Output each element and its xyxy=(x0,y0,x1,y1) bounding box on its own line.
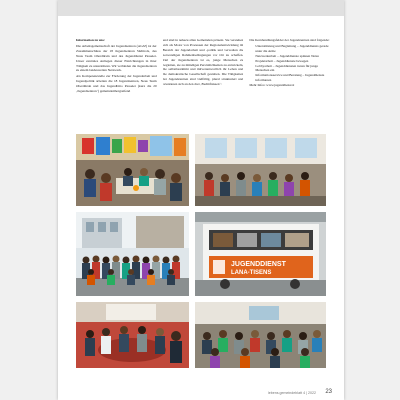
running-title: lebens.gemeindeblatt 4 | 2022 xyxy=(267,391,316,395)
sign-line-2: LANA-TISENS xyxy=(231,270,272,276)
article-heading: Information zu uns: xyxy=(76,38,106,42)
photo-workshop-room xyxy=(76,134,189,206)
photo-meeting-hall xyxy=(195,134,326,206)
page-footer xyxy=(58,386,344,400)
bullet-item: • Projektarbeit – Jugenddienste bewegen xyxy=(255,59,330,64)
page-number: 23 xyxy=(325,389,332,395)
paragraph: Die Arbeitsgemeinschaft der Jugendzentren (AGJZ) ist der Zusammenschluss der 18 Jugendzentren Südtirols, des Neus Team Oberdürsin und des Jugenddienst Passeier. Unser zentrales Anliegen dieser Einrichtungen in ihrer Tätigkeit zu unterstützen. Wir verbinden die Jugendzentren zu einem landesweiten Netzwerk. xyxy=(76,43,157,73)
text-column-3 xyxy=(249,38,330,124)
bullet-item: • Lobbyarbeit – Jugenddiensten treten für junge Menschen ein xyxy=(255,64,330,74)
more-info-link[interactable]: Mehr Infos: www.jugenddienst.it xyxy=(249,83,295,88)
photo-audience-hall xyxy=(195,302,326,368)
sign-line-1: JUGENDDIENST xyxy=(231,261,286,268)
article-text xyxy=(76,38,330,124)
intro-text: Die Kernhandlungsfelder der Jugendzentren sind folgende: xyxy=(249,38,330,42)
bullet-item: • Informationsservice und Beratung – Jugenddienste informieren xyxy=(255,73,330,83)
photo-circle-discussion xyxy=(76,302,189,368)
bullet-list xyxy=(249,44,330,83)
text-column-1 xyxy=(76,38,157,124)
magazine-page xyxy=(58,0,344,400)
bullet-item: • Unterstützung und Begleitung – Jugenddiensts gerade unter die Arme xyxy=(255,44,330,54)
photo-group-outdoors xyxy=(76,212,189,296)
page-header-band xyxy=(58,0,344,16)
photo-jugenddienst-trailer xyxy=(195,212,326,296)
paragraph: und sind in nahezu allen Gemeinden präsent. Sie verstehen sich als Motor von Prozessen der Regionalentwicklung im Bereich der Jugendarbeit und -politik und verwalten die notwendigen Rahmenbedingungen vor Ort zu schaffen. Ziel der Jugendzentren ist es, junge Menschen zu begleiten, sie zu mündigen Persönlichkeiten zu entwickeln, die selbstbestimmt und mitverantwortlich ihr Leben und die demokratische Gesellschaft gestalten. Die Tätigkeiten der Jugendzentren sind vielfältig, plural strukturiert und orientieren sich an den drei ‚Bedürfnissen‘: xyxy=(162,38,244,87)
bullet-item: • Netzwerkarbeit – Jugenddienste spinnen Netze xyxy=(255,54,330,59)
text-column-2 xyxy=(163,38,244,124)
paragraph: Als Kompetenzstelle zur Förderung der Jugendarbeit und Jugendpolitik arbeiten die 18 Jugendzentren, Neus Team Oberdürsin und das Jugendbüro Passeier (kurz die 20 ‚Jugendzentren‘) gemeindeübergreifend xyxy=(76,74,157,94)
